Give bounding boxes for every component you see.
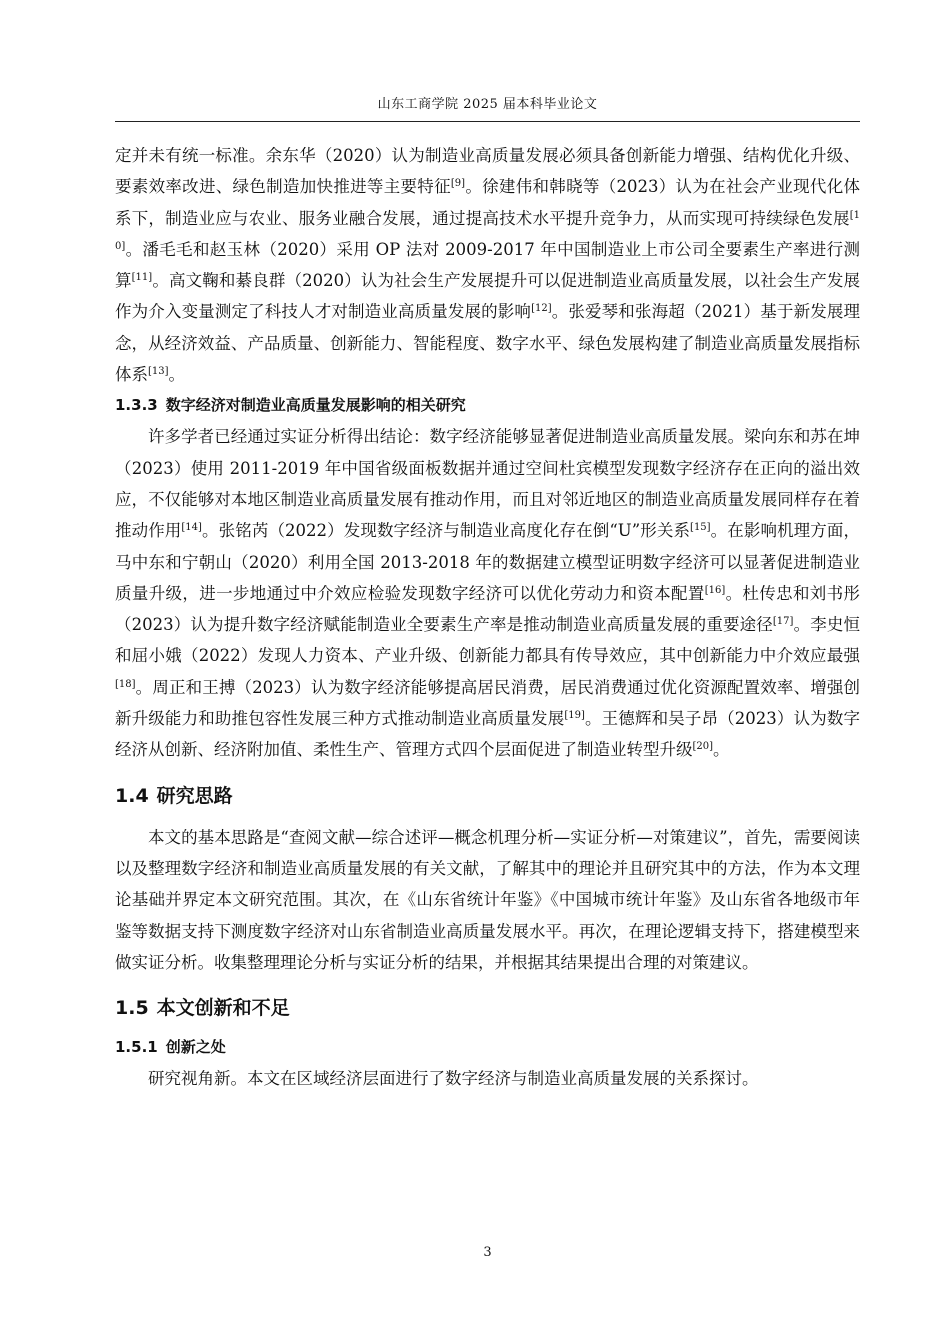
paragraph-manufacturing-quality [115, 140, 860, 390]
citation-12: [12] [531, 303, 552, 315]
text-run: 。徐建伟和韩晓等（2023）认为在社会产业现代化体系下，制造业应与农业、服务业融合发展，通过提高技术水平提升竞争力，从而实现可持续绿色发展 [115, 177, 860, 228]
text-run: 。李史恒和屈小娥（2022）发现人力资本、产业升级、创新能力都具有传导效应，其中创新能力中介效应最强 [115, 615, 861, 666]
text-run: 。在影响机理方面，马中东和宁朝山（2020）利用全国 2013-2018 年的数据建立模型证明数字经济可以显著促进制造业质量升级，进一步地通过中介效应检验发现数字经济可以优化劳动力和资本配置 [115, 521, 860, 603]
citation-11: [11] [131, 272, 153, 284]
heading-number: 1.5 [115, 997, 149, 1020]
text-run: 。 [713, 740, 730, 760]
heading-number: 1.4 [115, 784, 149, 807]
citation-15: [15] [690, 522, 711, 534]
citation-9: [9] [450, 178, 466, 190]
text-run: 许多学者已经通过实证分析得出结论：数字经济能够显著促进制造业高质量发展。梁向东和苏在坤（2023）使用 2011-2019 年中国省级面板数据并通过空间杜宾模型发现数字经济存在正向的溢出效应，不仅能够对本地区制造业高质量发展有推动作用，而且对邻近地区的制造业高质量发展同样存在着推动作用 [115, 427, 860, 541]
citation-16: [16] [704, 584, 726, 596]
heading-1-5-1 [115, 1032, 860, 1063]
running-header: 山东工商学院 2025 届本科毕业论文 [377, 97, 598, 112]
heading-text: 创新之处 [165, 1038, 226, 1057]
heading-1-5 [115, 996, 860, 1020]
page-content [115, 140, 860, 1094]
text-run: 。 [168, 365, 186, 385]
header-rule [115, 121, 860, 122]
heading-number: 1.5.1 [115, 1038, 158, 1057]
page-number: 3 [483, 1245, 492, 1260]
text-run: 。王德辉和吴子昂（2023）认为数字经济从创新、经济附加值、柔性生产、管理方式四个层面促进了制造业转型升级 [115, 709, 860, 760]
text-run: 。高文鞠和綦良群（2020）认为社会生产发展提升可以促进制造业高质量发展，以社会生产发展作为介入变量测定了科技人才对制造业高质量发展的影响 [115, 271, 861, 322]
paragraph-digital-economy-impact [115, 421, 860, 765]
citation-10: [10] [115, 209, 860, 252]
text-run: 。张铭芮（2022）发现数字经济与制造业高度化存在倒“U”形关系 [201, 521, 691, 541]
citation-20: [20] [692, 741, 714, 753]
text-run: 定并未有统一标准。余东华（2020）认为制造业高质量发展必须具备创新能力增强、结构优化升级、要素效率改进、绿色制造加快推进等主要特征 [115, 146, 860, 197]
citation-18: [18] [115, 678, 136, 690]
text-run: 。潘毛毛和赵玉林（2020）采用 OP 法对 2009-2017 年中国制造业上市公司全要素生产率进行测算 [115, 239, 860, 291]
heading-number: 1.3.3 [115, 396, 158, 415]
heading-text: 本文创新和不足 [156, 997, 290, 1020]
text-run: 。杜传忠和刘书彤（2023）认为提升数字经济赋能制造业全要素生产率是推动制造业高质量发展的重要途径 [115, 583, 861, 635]
citation-17: [17] [772, 616, 794, 628]
heading-1-3-3 [115, 390, 860, 421]
text-run: 。张爱琴和张海超（2021）基于新发展理念，从经济效益、产品质量、创新能力、智能程度、数字水平、绿色发展构建了制造业高质量发展指标体系 [115, 302, 861, 385]
paragraph-research-approach: 本文的基本思路是“查阅文献—综合述评—概念机理分析—实证分析—对策建议”，首先，需要阅读以及整理数字经济和制造业高质量发展的有关文献，了解其中的理论并且研究其中的方法，作为本文理论基础并界定本文研究范围。其次，在《山东省统计年鉴》《中国城市统计年鉴》及山东省各地级市年鉴等数据支持下测度数字经济对山东省制造业高质量发展水平。再次，在理论逻辑支持下，搭建模型来做实证分析。收集整理理论分析与实证分析的结果，并根据其结果提出合理的对策建议。 [115, 827, 860, 972]
text-run: 。周正和王搏（2023）认为数字经济能够提高居民消费，居民消费通过优化资源配置效率、增强创新升级能力和助推包容性发展三种方式推动制造业高质量发展 [115, 677, 860, 729]
paragraph-innovation: 研究视角新。本文在区域经济层面进行了数字经济与制造业高质量发展的关系探讨。 [148, 1069, 759, 1089]
heading-text: 数字经济对制造业高质量发展影响的相关研究 [165, 396, 466, 415]
citation-19: [19] [564, 710, 585, 722]
citation-14: [14] [181, 522, 202, 534]
heading-1-4 [115, 784, 860, 808]
heading-text: 研究思路 [156, 784, 233, 807]
citation-13: [13] [148, 366, 169, 378]
